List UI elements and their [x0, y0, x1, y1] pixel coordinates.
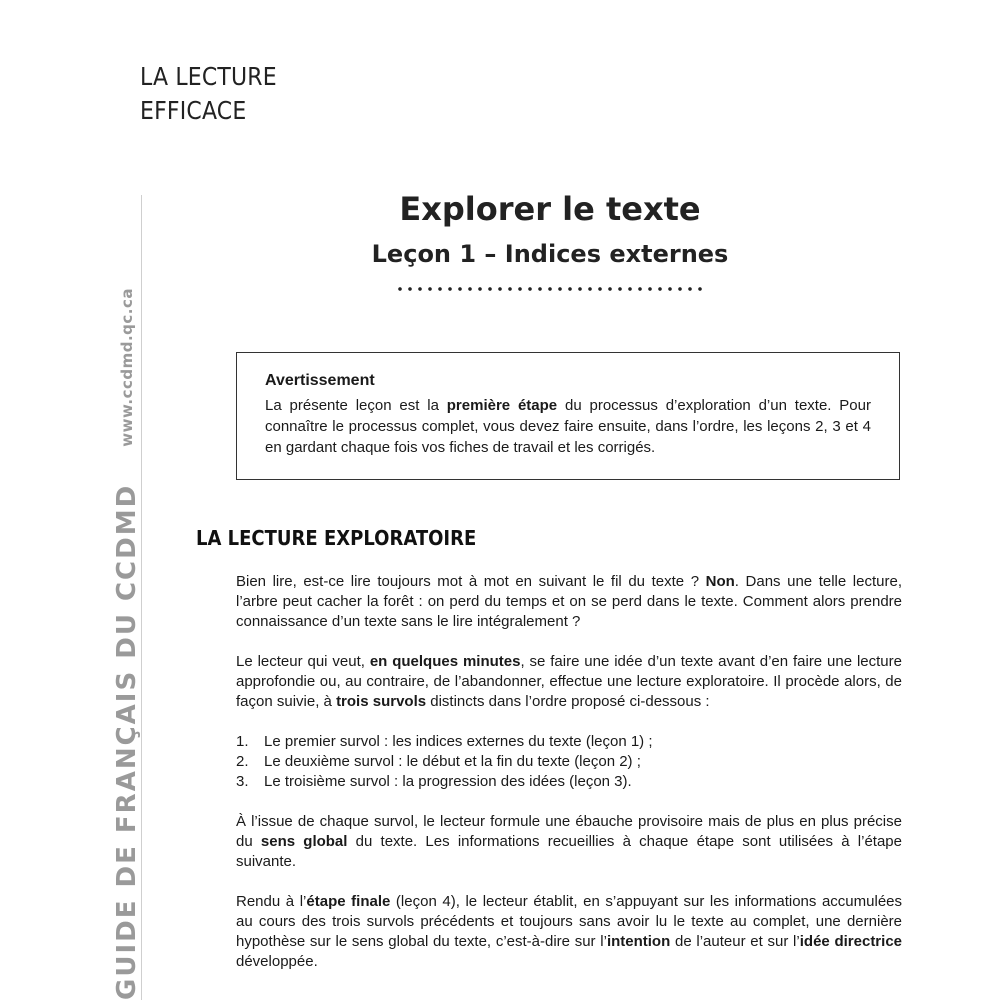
notice-box [236, 352, 900, 480]
sidebar-url: www.ccdmd.qc.ca [118, 287, 136, 447]
page-title: Explorer le texte [399, 190, 701, 228]
paragraph-1: Bien lire, est-ce lire toujours mot à mot en suivant le fil du texte ? Non. Dans une telle lecture, l’arbre peut cacher la forêt : on perd du temps et on se perd dans le texte. Comment alors prendre connaissance d’un texte sans le lire intégralement ? [236, 573, 902, 630]
series-title-line-2: EFFICACE [140, 96, 247, 125]
series-title [140, 60, 277, 128]
paragraph-4: Rendu à l’étape finale (leçon 4), le lecteur établit, en s’appuyant sur les informations accumulées au cours des trois survols précédents et toujours sans avoir lu le texte au complet, une dernière hypothèse sur le sens global du texte, c’est-à-dire sur l’intention de l’auteur et sur l’idée directrice développée. [236, 893, 903, 970]
list-item: 1. Le premier survol : les indices externes du texte (leçon 1) ; [236, 733, 653, 750]
notice-title: Avertissement [265, 372, 375, 389]
notice-body: La présente leçon est la première étape du processus d’exploration d’un texte. Pour connaître le processus complet, vous devez faire ensuite, dans l’ordre, les leçons 2, 3 et 4 en gardant chaque fois vos fiches de travail et les corrigés. [265, 397, 871, 456]
list-item: 2. Le deuxième survol : le début et la fin du texte (leçon 2) ; [236, 753, 641, 770]
sidebar-vertical-text [112, 288, 142, 1000]
page-subtitle: Leçon 1 – Indices externes [371, 240, 729, 268]
paragraph-3: À l’issue de chaque survol, le lecteur formule une ébauche provisoire mais de plus en plus précise du sens global du texte. Les informations recueillies à chaque étape sont utilisées à l’étape suivante. [236, 813, 902, 870]
sidebar-brand: GUIDE DE FRANÇAIS DU CCDMD [112, 483, 142, 1000]
list-item: 3. Le troisième survol : la progression des idées (leçon 3). [236, 773, 632, 790]
paragraph-2: Le lecteur qui veut, en quelques minutes, se faire une idée d’un texte avant d’en faire une lecture approfondie ou, au contraire, de l’abandonner, effectue une lecture exploratoire. Il procède alors, de façon suivie, à trois survols distincts dans l’ordre proposé ci-dessous : [236, 653, 902, 710]
main-content [236, 572, 902, 992]
series-title-line-1: LA LECTURE [140, 62, 277, 91]
dotted-divider [395, 286, 707, 292]
survey-list [236, 732, 902, 792]
section-heading: LA LECTURE EXPLORATOIRE [196, 526, 477, 550]
